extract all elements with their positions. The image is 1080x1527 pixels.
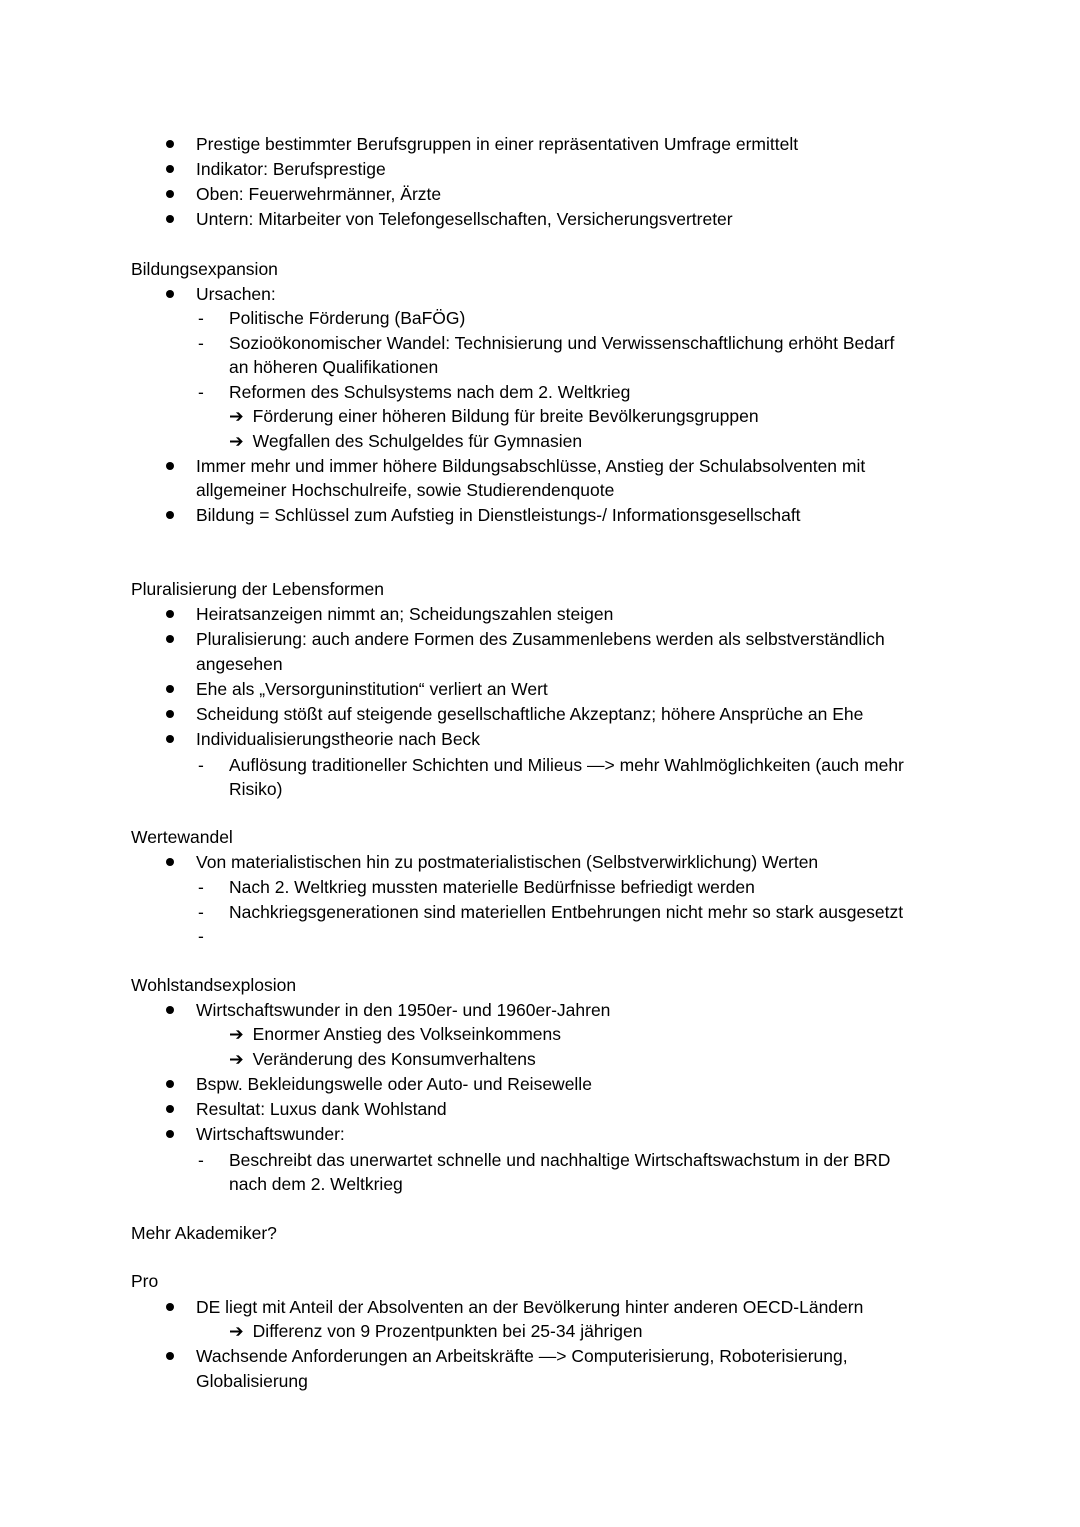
bullet-item: Indikator: Berufsprestige <box>196 159 386 179</box>
bullet-dot <box>166 290 174 298</box>
sub-item: Nachkriegsgenerationen sind materiellen Entbehrungen nicht mehr so stark ausgesetzt <box>229 902 904 922</box>
bullet-item: Prestige bestimmter Berufsgruppen in einer repräsentativen Umfrage ermittelt <box>196 134 799 154</box>
bullet-item: Ursachen: <box>196 284 276 304</box>
bullet-dot <box>166 710 174 718</box>
bullet-item: Wachsende Anforderungen an Arbeitskräfte —> Computerisierung, Roboterisierung, <box>196 1346 848 1366</box>
bullet-item: Pluralisierung: auch andere Formen des Zusammenlebens werden als selbstverständlich <box>196 629 885 649</box>
bullet-dot <box>166 190 174 198</box>
bullet-dot <box>166 1105 174 1113</box>
arrow-item: Förderung einer höheren Bildung für breite Bevölkerungsgruppen <box>252 406 759 426</box>
bullet-dot <box>166 511 174 519</box>
section-heading: Mehr Akademiker? <box>131 1223 277 1243</box>
bullet-dot <box>166 735 174 743</box>
bullet-item: Immer mehr und immer höhere Bildungsabschlüsse, Anstieg der Schulabsolventen mit <box>196 456 866 476</box>
arrow-item: Differenz von 9 Prozentpunkten bei 25-34 jährigen <box>252 1321 643 1341</box>
bullet-dot <box>166 635 174 643</box>
sub-item: Nach 2. Weltkrieg mussten materielle Bedürfnisse befriedigt werden <box>229 877 755 897</box>
bullet-item: DE liegt mit Anteil der Absolventen an der Bevölkerung hinter anderen OECD-Ländern <box>196 1297 864 1317</box>
bullet-dot <box>166 1130 174 1138</box>
dash-marker: - <box>198 382 204 402</box>
sub-item: Auflösung traditioneller Schichten und Milieus —> mehr Wahlmöglichkeiten (auch mehr <box>229 755 904 775</box>
dash-marker: - <box>198 926 204 946</box>
sub-item-continued: an höheren Qualifikationen <box>229 357 439 377</box>
sub-item-continued: nach dem 2. Weltkrieg <box>229 1174 403 1194</box>
bullet-item-continued: allgemeiner Hochschulreife, sowie Studierendenquote <box>196 480 615 500</box>
arrow-item: Wegfallen des Schulgeldes für Gymnasien <box>252 431 583 451</box>
bullet-item: Oben: Feuerwehrmänner, Ärzte <box>196 184 442 204</box>
arrow-icon: ➔ <box>229 431 244 451</box>
bullet-dot <box>166 1352 174 1360</box>
dash-marker: - <box>198 877 204 897</box>
bullet-dot <box>166 1303 174 1311</box>
sub-item: Reformen des Schulsystems nach dem 2. Weltkrieg <box>229 382 631 402</box>
bullet-dot <box>166 1080 174 1088</box>
subsection-heading: Pro <box>131 1271 159 1291</box>
bullet-item: Scheidung stößt auf steigende gesellschaftliche Akzeptanz; höhere Ansprüche an Ehe <box>196 704 864 724</box>
bullet-item: Resultat: Luxus dank Wohlstand <box>196 1099 447 1119</box>
bullet-item: Individualisierungstheorie nach Beck <box>196 729 481 749</box>
dash-marker: - <box>198 1150 204 1170</box>
bullet-dot <box>166 1006 174 1014</box>
arrow-icon: ➔ <box>229 406 244 426</box>
bullet-dot <box>166 610 174 618</box>
bullet-dot <box>166 858 174 866</box>
bullet-dot <box>166 685 174 693</box>
dash-marker: - <box>198 755 204 775</box>
sub-item: Politische Förderung (BaFÖG) <box>229 308 466 328</box>
bullet-item-continued: Globalisierung <box>196 1371 308 1391</box>
dash-marker: - <box>198 308 204 328</box>
arrow-icon: ➔ <box>229 1049 244 1069</box>
dash-marker: - <box>198 902 204 922</box>
bullet-item: Ehe als „Versorguninstitution“ verliert an Wert <box>196 679 548 699</box>
arrow-item: Enormer Anstieg des Volkseinkommens <box>252 1024 562 1044</box>
section-heading: Bildungsexpansion <box>131 259 278 279</box>
bullet-dot <box>166 462 174 470</box>
sub-item-continued: Risiko) <box>229 779 283 799</box>
bullet-item: Von materialistischen hin zu postmaterialistischen (Selbstverwirklichung) Werten <box>196 852 819 872</box>
section-heading: Pluralisierung der Lebensformen <box>131 579 384 599</box>
arrow-item: Veränderung des Konsumverhaltens <box>252 1049 536 1069</box>
bullet-item: Wirtschaftswunder: <box>196 1124 345 1144</box>
section-heading: Wohlstandsexplosion <box>131 975 297 995</box>
sub-item: Sozioökonomischer Wandel: Technisierung und Verwissenschaftlichung erhöht Bedarf <box>229 333 895 353</box>
section-heading: Wertewandel <box>131 827 233 847</box>
arrow-icon: ➔ <box>229 1024 244 1044</box>
arrow-icon: ➔ <box>229 1321 244 1341</box>
bullet-item: Bspw. Bekleidungswelle oder Auto- und Reisewelle <box>196 1074 592 1094</box>
bullet-dot <box>166 140 174 148</box>
bullet-item: Untern: Mitarbeiter von Telefongesellschaften, Versicherungsvertreter <box>196 209 733 229</box>
sub-item: Beschreibt das unerwartet schnelle und nachhaltige Wirtschaftswachstum in der BRD <box>229 1150 891 1170</box>
bullet-item: Bildung = Schlüssel zum Aufstieg in Dienstleistungs-/ Informationsgesellschaft <box>196 505 801 525</box>
bullet-dot <box>166 215 174 223</box>
bullet-dot <box>166 165 174 173</box>
bullet-item-continued: angesehen <box>196 654 283 674</box>
dash-marker: - <box>198 333 204 353</box>
bullet-item: Wirtschaftswunder in den 1950er- und 1960er-Jahren <box>196 1000 611 1020</box>
bullet-item: Heiratsanzeigen nimmt an; Scheidungszahlen steigen <box>196 604 614 624</box>
